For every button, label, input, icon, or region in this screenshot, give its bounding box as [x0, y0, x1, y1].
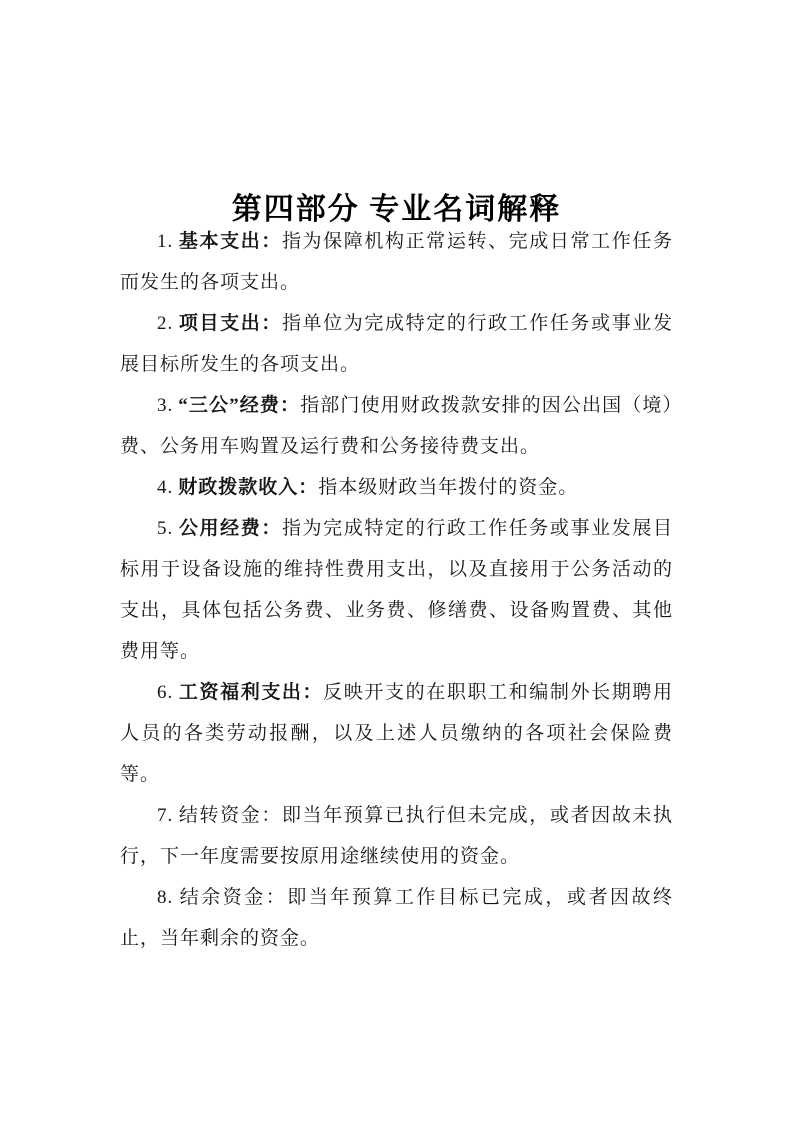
document-body — [120, 221, 673, 959]
item-number: 2. — [157, 313, 174, 334]
definition-paragraph-7 — [120, 795, 673, 877]
definition-paragraph-5 — [120, 508, 673, 672]
term-label: 工资福利支出： — [178, 682, 324, 703]
term-label: “三公”经费： — [178, 395, 301, 416]
definition-text: 指为完成特定的行政工作任务或事业发展目标用于设备设施的维持性费用支出，以及直接用于公务活动的支出，具体包括公务费、业务费、修缮费、设备购置费、其他费用等。 — [120, 518, 673, 662]
term-label: 结余资金： — [178, 887, 288, 908]
item-number: 3. — [157, 395, 174, 416]
definition-paragraph-1 — [120, 221, 673, 303]
definition-text: 指本级财政当年拨付的资金。 — [318, 477, 579, 498]
definition-paragraph-6 — [120, 672, 673, 795]
definition-paragraph-2 — [120, 303, 673, 385]
definition-text: 指单位为完成特定的行政工作任务或事业发展目标所发生的各项支出。 — [120, 313, 673, 375]
page-title: 第四部分 专业名词解释 — [231, 193, 562, 227]
term-label: 公用经费： — [178, 518, 282, 539]
definition-text: 指为保障机构正常运转、完成日常工作任务而发生的各项支出。 — [120, 231, 673, 293]
item-number: 7. — [157, 805, 174, 826]
definition-text: 即当年预算工作目标已完成，或者因故终止，当年剩余的资金。 — [120, 887, 673, 949]
definition-paragraph-3 — [120, 385, 673, 467]
definition-paragraph-4 — [120, 467, 673, 508]
term-label: 结转资金： — [178, 805, 282, 826]
definition-paragraph-8 — [120, 877, 673, 959]
term-label: 项目支出： — [178, 313, 282, 334]
term-label: 基本支出： — [178, 231, 282, 252]
item-number: 5. — [157, 518, 174, 539]
term-label: 财政拨款收入： — [178, 477, 319, 498]
item-number: 6. — [157, 682, 174, 703]
item-number: 1. — [157, 231, 174, 252]
definition-text: 反映开支的在职职工和编制外长期聘用人员的各类劳动报酬，以及上述人员缴纳的各项社会保险费等。 — [120, 682, 673, 785]
definition-text: 即当年预算已执行但未完成，或者因故未执行，下一年度需要按原用途继续使用的资金。 — [120, 805, 673, 867]
definition-text: 指部门使用财政拨款安排的因公出国（境）费、公务用车购置及运行费和公务接待费支出。 — [120, 395, 673, 457]
item-number: 8. — [157, 887, 174, 908]
item-number: 4. — [157, 477, 174, 498]
